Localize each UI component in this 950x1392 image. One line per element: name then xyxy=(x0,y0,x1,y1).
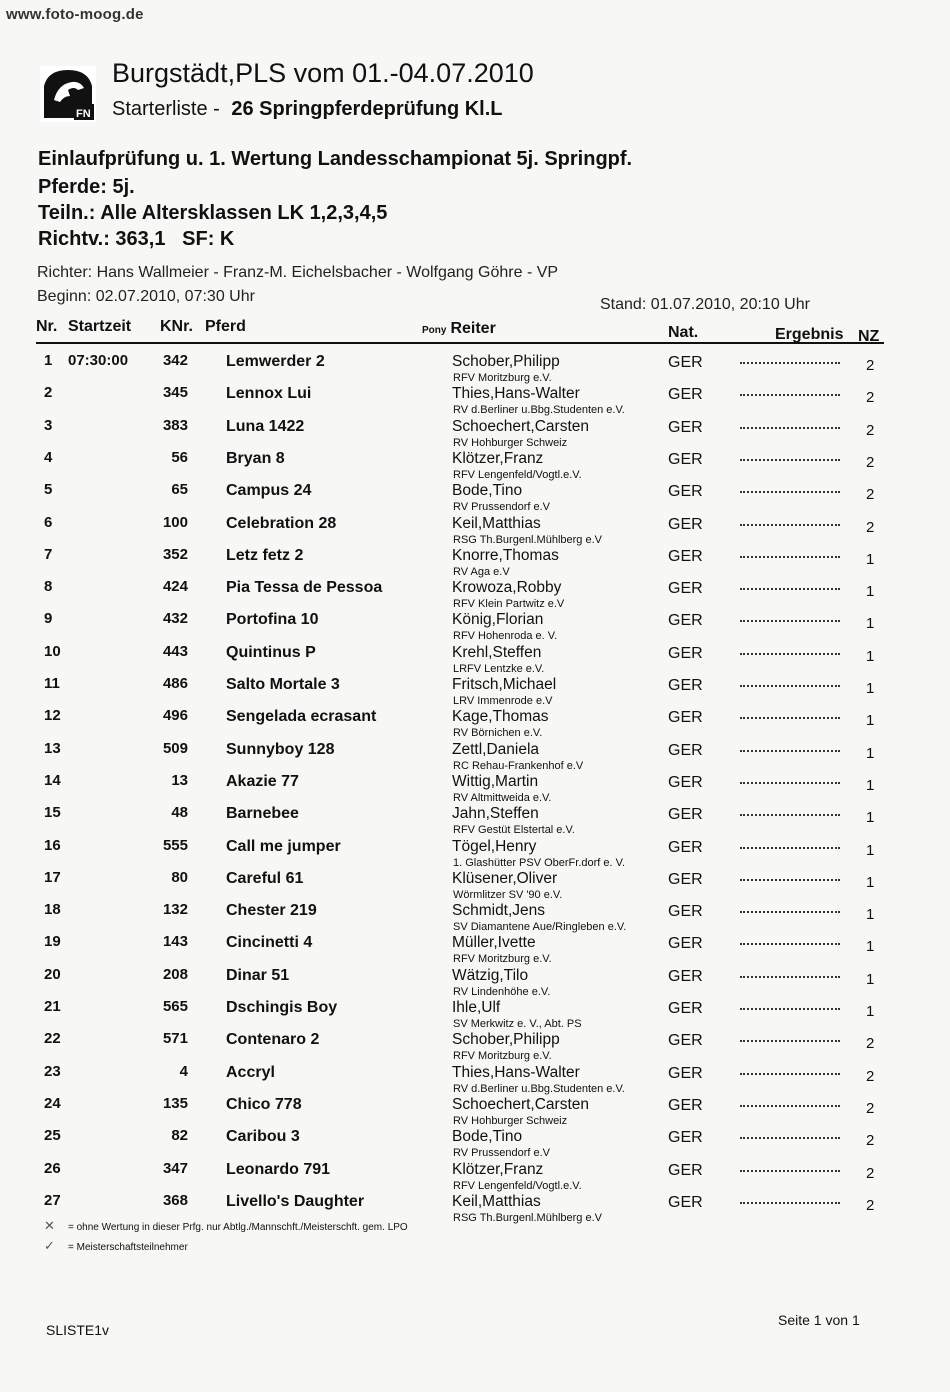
nation: GER xyxy=(668,612,703,630)
head-number: 424 xyxy=(162,578,188,596)
rider-club: RV d.Berliner u.Bbg.Studenten e.V. xyxy=(453,1082,625,1095)
table-row xyxy=(0,835,950,867)
nation: GER xyxy=(668,903,703,921)
table-row xyxy=(0,899,950,934)
table-row xyxy=(0,705,950,740)
horse-name: Accryl xyxy=(226,1063,275,1081)
row-number: 14 xyxy=(44,771,61,789)
row-number: 2 xyxy=(44,384,53,402)
rider-club: RC Rehau-Frankenhof e.V xyxy=(453,759,584,772)
col-rider-label: Reiter xyxy=(450,320,496,337)
table-row xyxy=(0,867,950,899)
head-number: 432 xyxy=(162,610,188,628)
nz-value: 2 xyxy=(866,1196,875,1214)
table-row xyxy=(0,1093,950,1125)
col-horse: Pferd xyxy=(205,318,246,335)
nz-value: 1 xyxy=(866,809,875,827)
result-blank xyxy=(740,1040,840,1042)
row-number: 15 xyxy=(44,804,61,822)
result-blank xyxy=(740,1073,840,1075)
col-kn: KNr. xyxy=(160,318,193,335)
nation: GER xyxy=(668,1193,703,1211)
horse-name: Dschingis Boy xyxy=(226,999,338,1016)
rider-name: Klötzer,Franz xyxy=(452,1160,544,1178)
rider-club: RFV Lengenfeld/Vogtl.e.V. xyxy=(453,468,582,481)
nation: GER xyxy=(668,1161,703,1179)
head-number: 82 xyxy=(171,1127,188,1145)
result-blank xyxy=(740,524,840,526)
horse-name: Careful 61 xyxy=(226,869,304,887)
col-time: Startzeit xyxy=(68,318,132,335)
result-blank xyxy=(740,782,840,784)
nation: GER xyxy=(668,418,703,436)
horse-name: Celebration 28 xyxy=(226,514,337,532)
start-time-cell: 07:30:00 xyxy=(68,352,129,369)
table-row xyxy=(0,1028,950,1063)
horse-name: Campus 24 xyxy=(226,482,312,500)
watermark: www.foto-moog.de xyxy=(6,6,144,23)
nation: GER xyxy=(668,806,703,824)
nation: GER xyxy=(668,1000,703,1017)
rider-club: RSG Th.Burgenl.Mühlberg e.V xyxy=(453,1211,602,1224)
rider-club: RSG Th.Burgenl.Mühlberg e.V xyxy=(453,533,602,546)
rider-name: Zettl,Daniela xyxy=(452,740,540,758)
row-number: 20 xyxy=(44,965,61,983)
col-rider xyxy=(422,320,496,338)
nz-value: 1 xyxy=(866,906,875,924)
nation: GER xyxy=(668,1129,703,1147)
rider-name: König,Florian xyxy=(452,611,544,629)
rider-name: Schober,Philipp xyxy=(452,353,560,370)
head-number: 347 xyxy=(162,1159,188,1177)
competition-name: 26 Springpferdeprüfung Kl.L xyxy=(231,98,503,120)
table-row xyxy=(0,447,950,479)
page-number: Seite 1 von 1 xyxy=(778,1312,860,1328)
row-number: 1 xyxy=(44,352,53,369)
horse-name: Caribou 3 xyxy=(226,1128,300,1146)
row-number: 7 xyxy=(44,545,53,563)
head-number: 571 xyxy=(162,1030,188,1048)
table-row xyxy=(0,1158,950,1190)
rider-name: Schober,Philipp xyxy=(452,1031,560,1049)
heading-line-1: Einlaufprüfung u. 1. Wertung Landesschampionat 5j. Springpf. xyxy=(38,148,633,170)
rider-name: Schoechert,Carsten xyxy=(452,417,589,435)
head-number: 496 xyxy=(162,707,188,725)
rider-name: Jahn,Steffen xyxy=(452,805,539,823)
nation: GER xyxy=(668,741,703,759)
nation: GER xyxy=(668,773,703,791)
horse-name: Luna 1422 xyxy=(226,417,305,435)
rider-name: Klötzer,Franz xyxy=(452,449,544,467)
result-blank xyxy=(740,976,840,978)
nation: GER xyxy=(668,547,703,565)
horse-name: Pia Tessa de Pessoa xyxy=(226,579,383,597)
result-blank xyxy=(740,911,840,913)
rider-club: RV d.Berliner u.Bbg.Studenten e.V. xyxy=(453,404,625,417)
rider-club: LRV Immenrode e.V xyxy=(453,695,553,707)
horse-name: Letz fetz 2 xyxy=(226,546,304,564)
nz-value: 1 xyxy=(866,583,875,601)
row-number: 6 xyxy=(44,513,53,531)
status-time: Stand: 01.07.2010, 20:10 Uhr xyxy=(600,296,810,313)
row-number: 4 xyxy=(44,448,53,466)
row-number: 24 xyxy=(44,1094,61,1112)
nation: GER xyxy=(668,515,703,533)
row-number: 11 xyxy=(44,675,60,692)
rider-club: RFV Lengenfeld/Vogtl.e.V. xyxy=(453,1179,582,1192)
nation: GER xyxy=(668,838,703,856)
legend-text-1: = ohne Wertung in dieser Prfg. nur Abtlg./Mannschft./Meisterschft. gem. LPO xyxy=(68,1222,408,1233)
legend-item-1 xyxy=(44,1218,408,1234)
check-icon: ✓ xyxy=(44,1238,55,1253)
head-number: 4 xyxy=(179,1062,188,1080)
rider-club: RFV Klein Partwitz e.V xyxy=(453,598,565,611)
nz-value: 1 xyxy=(866,776,875,794)
nation: GER xyxy=(668,386,703,404)
rider-club: RV Hohburger Schweiz xyxy=(453,1114,568,1127)
row-number: 21 xyxy=(44,998,61,1015)
horse-name: Contenaro 2 xyxy=(226,1031,320,1049)
nz-value: 2 xyxy=(866,518,875,536)
result-blank xyxy=(740,394,840,396)
result-blank xyxy=(740,717,840,719)
head-number: 443 xyxy=(162,642,188,660)
row-number: 19 xyxy=(44,933,61,951)
rider-club: RV Aga e.V xyxy=(453,565,510,578)
list-label: Starterliste - xyxy=(112,98,220,120)
rider-name: Tögel,Henry xyxy=(452,837,537,855)
result-blank xyxy=(740,1170,840,1172)
start-time: Beginn: 02.07.2010, 07:30 Uhr xyxy=(37,288,255,305)
row-number: 25 xyxy=(44,1127,61,1145)
row-number: 17 xyxy=(44,868,61,886)
nz-value: 2 xyxy=(866,389,875,407)
rider-name: Müller,Ivette xyxy=(452,934,536,952)
result-blank xyxy=(740,1137,840,1139)
table-row xyxy=(0,964,950,996)
horse-name: Chico 778 xyxy=(226,1095,302,1113)
head-number: 486 xyxy=(162,675,188,692)
nz-value: 1 xyxy=(866,744,875,762)
result-blank xyxy=(740,685,840,687)
head-number: 132 xyxy=(162,901,188,919)
rider-name: Thies,Hans-Walter xyxy=(452,1063,580,1081)
heading-line-3: Teiln.: Alle Altersklassen LK 1,2,3,4,5 xyxy=(38,202,388,224)
row-number: 22 xyxy=(44,1030,61,1048)
result-blank xyxy=(740,1008,840,1010)
horse-name: Quintinus P xyxy=(226,643,316,661)
nz-value: 2 xyxy=(866,1164,875,1182)
horse-name: Call me jumper xyxy=(226,837,341,855)
head-number: 135 xyxy=(162,1094,188,1112)
rider-name: Krowoza,Robby xyxy=(452,579,562,597)
horse-name: Cincinetti 4 xyxy=(226,934,313,952)
row-number: 3 xyxy=(44,416,53,434)
rider-club: RV Börnichen e.V. xyxy=(453,727,543,740)
svg-text:FN: FN xyxy=(76,108,91,120)
col-nz: NZ xyxy=(858,328,880,345)
rider-name: Klüsener,Oliver xyxy=(452,869,558,887)
cross-icon: ✕ xyxy=(44,1218,55,1233)
rider-club: RV Prussendorf e.V xyxy=(453,1147,551,1160)
nation: GER xyxy=(668,483,703,501)
nation: GER xyxy=(668,1064,703,1082)
nation: GER xyxy=(668,1032,703,1050)
table-row xyxy=(0,512,950,544)
rider-name: Bode,Tino xyxy=(452,482,523,500)
table-row xyxy=(0,382,950,417)
result-blank xyxy=(740,653,840,655)
rider-club: RFV Moritzburg e.V. xyxy=(453,953,552,966)
head-number: 565 xyxy=(162,998,188,1015)
result-blank xyxy=(740,427,840,429)
rider-club: RV Altmittweida e.V. xyxy=(453,791,552,804)
nz-value: 1 xyxy=(866,550,875,568)
table-row xyxy=(0,673,950,705)
competition-line xyxy=(112,98,503,121)
head-number: 65 xyxy=(171,481,188,499)
horse-name: Bryan 8 xyxy=(226,449,285,467)
result-blank xyxy=(740,556,840,558)
table-row xyxy=(0,770,950,802)
heading-line-2: Pferde: 5j. xyxy=(38,176,135,198)
legend-item-2 xyxy=(44,1238,188,1254)
head-number: 143 xyxy=(162,933,188,951)
rider-club: RFV Hohenroda e. V. xyxy=(453,630,558,643)
rider-name: Schmidt,Jens xyxy=(452,902,546,920)
horse-name: Barnebee xyxy=(226,805,299,823)
header-rule xyxy=(36,342,884,344)
horse-name: Lemwerder 2 xyxy=(226,353,325,370)
nz-value: 1 xyxy=(866,712,875,730)
rider-name: Kage,Thomas xyxy=(452,708,549,726)
nz-value: 1 xyxy=(866,647,875,665)
head-number: 80 xyxy=(171,868,188,886)
result-blank xyxy=(740,943,840,945)
rider-club: RFV Gestüt Elstertal e.V. xyxy=(453,824,575,837)
nz-value: 2 xyxy=(866,486,875,504)
rider-club: RV Lindenhöhe e.V. xyxy=(453,985,551,998)
table-row xyxy=(0,576,950,611)
nation: GER xyxy=(668,870,703,888)
table-row xyxy=(0,738,950,770)
head-number: 383 xyxy=(162,416,188,434)
horse-name: Sengelada ecrasant xyxy=(226,708,377,726)
nz-value: 2 xyxy=(866,1067,875,1085)
row-number: 18 xyxy=(44,901,61,919)
table-row xyxy=(0,641,950,673)
result-blank xyxy=(740,847,840,849)
page-title: Burgstädt,PLS vom 01.-04.07.2010 xyxy=(112,58,534,88)
nz-value: 2 xyxy=(866,421,875,439)
result-blank xyxy=(740,814,840,816)
row-number: 27 xyxy=(44,1191,61,1209)
rider-name: Bode,Tino xyxy=(452,1128,523,1146)
rider-name: Fritsch,Michael xyxy=(452,676,557,693)
nation: GER xyxy=(668,1096,703,1114)
result-blank xyxy=(740,588,840,590)
nz-value: 1 xyxy=(866,615,875,633)
col-pony: Pony xyxy=(422,325,447,336)
rider-name: Krehl,Steffen xyxy=(452,643,542,661)
table-row xyxy=(0,1061,950,1093)
head-number: 345 xyxy=(162,384,188,402)
head-number: 368 xyxy=(162,1191,188,1209)
rider-name: Ihle,Ulf xyxy=(452,999,501,1016)
col-result: Ergebnis xyxy=(775,326,844,343)
nation: GER xyxy=(668,354,703,371)
heading-line-4: Richtv.: 363,1 SF: K xyxy=(38,228,235,250)
nation: GER xyxy=(668,709,703,727)
nation: GER xyxy=(668,935,703,953)
col-nr: Nr. xyxy=(36,318,58,335)
horse-name: Livello's Daughter xyxy=(226,1192,365,1210)
nz-value: 2 xyxy=(866,1132,875,1150)
nz-value: 1 xyxy=(866,873,875,891)
nation: GER xyxy=(668,967,703,985)
head-number: 48 xyxy=(171,804,188,822)
table-row xyxy=(0,544,950,576)
horse-name: Leonardo 791 xyxy=(226,1160,331,1178)
rider-name: Thies,Hans-Walter xyxy=(452,385,580,403)
table-row xyxy=(0,415,950,447)
row-number: 26 xyxy=(44,1159,61,1177)
footer-code: SLISTE1v xyxy=(46,1322,110,1338)
result-blank xyxy=(740,491,840,493)
row-number: 8 xyxy=(44,578,53,596)
table-row xyxy=(0,1190,950,1222)
row-number: 16 xyxy=(44,836,61,854)
nation: GER xyxy=(668,450,703,468)
head-number: 208 xyxy=(162,965,188,983)
rider-club: RV Hohburger Schweiz xyxy=(453,436,568,449)
nz-value: 2 xyxy=(866,1099,875,1117)
result-blank xyxy=(740,879,840,881)
table-row xyxy=(0,931,950,966)
nz-value: 2 xyxy=(866,357,875,374)
row-number: 13 xyxy=(44,739,61,757)
horse-name: Portofina 10 xyxy=(226,611,319,629)
nz-value: 1 xyxy=(866,1003,875,1020)
horse-name: Lennox Lui xyxy=(226,385,312,403)
nation: GER xyxy=(668,580,703,598)
head-number: 13 xyxy=(171,771,188,789)
rider-name: Schoechert,Carsten xyxy=(452,1095,589,1113)
horse-name: Salto Mortale 3 xyxy=(226,676,340,693)
rider-name: Wittig,Martin xyxy=(452,772,539,790)
legend-text-2: = Meisterschaftsteilnehmer xyxy=(68,1242,188,1253)
row-number: 10 xyxy=(44,642,61,660)
rider-club: RFV Moritzburg e.V. xyxy=(453,1050,552,1063)
rider-club: RV Prussendorf e.V xyxy=(453,501,551,514)
result-blank xyxy=(740,1105,840,1107)
rider-name: Knorre,Thomas xyxy=(452,546,559,564)
nz-value: 1 xyxy=(866,841,875,859)
result-blank xyxy=(740,459,840,461)
head-number: 342 xyxy=(162,352,188,369)
result-blank xyxy=(740,750,840,752)
rider-club: SV Diamantene Aue/Ringleben e.V. xyxy=(453,921,627,934)
result-blank xyxy=(740,620,840,622)
head-number: 555 xyxy=(162,836,188,854)
horse-name: Akazie 77 xyxy=(226,772,299,790)
head-number: 509 xyxy=(162,739,188,757)
horse-name: Sunnyboy 128 xyxy=(226,740,335,758)
head-number: 352 xyxy=(162,545,188,563)
result-blank xyxy=(740,1202,840,1204)
row-number: 12 xyxy=(44,707,61,725)
table-row xyxy=(0,1125,950,1160)
nation: GER xyxy=(668,677,703,694)
nz-value: 2 xyxy=(866,453,875,471)
rider-club: Wörmlitzer SV '90 e.V. xyxy=(453,888,563,901)
nz-value: 1 xyxy=(866,938,875,956)
table-row xyxy=(0,350,950,382)
nation: GER xyxy=(668,644,703,662)
nz-value: 1 xyxy=(866,680,875,697)
horse-name: Dinar 51 xyxy=(226,966,290,984)
table-row xyxy=(0,996,950,1028)
col-nat: Nat. xyxy=(668,324,699,341)
row-number: 9 xyxy=(44,610,53,628)
horse-name: Chester 219 xyxy=(226,902,317,920)
judges-line: Richter: Hans Wallmeier - Franz-M. Eichelsbacher - Wolfgang Göhre - VP xyxy=(37,264,559,281)
rider-club: RFV Moritzburg e.V. xyxy=(453,372,552,384)
nz-value: 2 xyxy=(866,1035,875,1053)
head-number: 100 xyxy=(162,513,188,531)
head-number: 56 xyxy=(171,448,188,466)
rider-name: Wätzig,Tilo xyxy=(452,966,529,984)
row-number: 5 xyxy=(44,481,53,499)
row-number: 23 xyxy=(44,1062,61,1080)
rider-club: 1. Glashütter PSV OberFr.dorf e. V. xyxy=(453,856,626,869)
rider-name: Keil,Matthias xyxy=(452,514,541,532)
table-row xyxy=(0,479,950,514)
rider-club: SV Merkwitz e. V., Abt. PS xyxy=(453,1018,582,1030)
result-blank xyxy=(740,362,840,364)
nz-value: 1 xyxy=(866,970,875,988)
rider-name: Keil,Matthias xyxy=(452,1192,541,1210)
table-row xyxy=(0,802,950,837)
table-row xyxy=(0,608,950,643)
fn-logo-icon xyxy=(40,66,96,122)
rider-club: LRFV Lentzke e.V. xyxy=(453,662,545,675)
